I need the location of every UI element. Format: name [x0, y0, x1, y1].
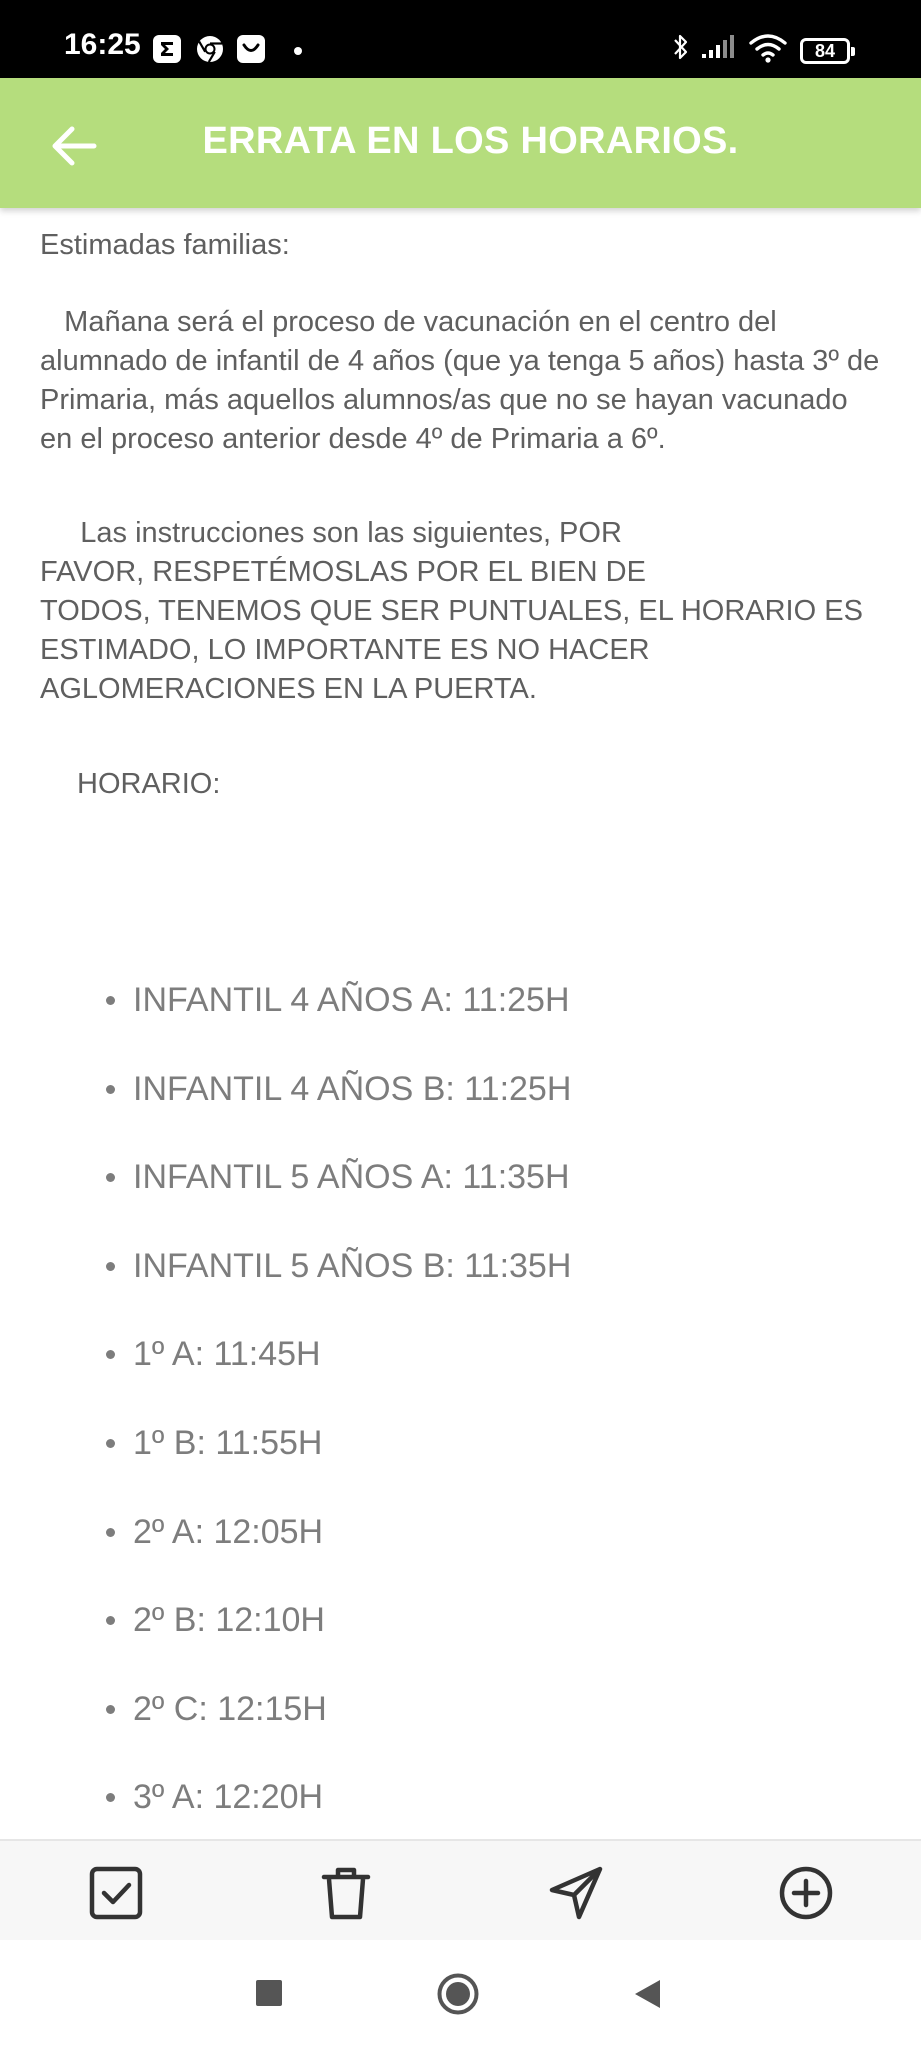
back-icon[interactable]: [632, 1978, 662, 2010]
greeting: Estimadas familias:: [40, 229, 290, 261]
page-title: ERRATA EN LOS HORARIOS.: [202, 120, 739, 162]
paragraph-intro-text: Mañana será el proceso de vacunación en el centro del alumnado de infantil de 4 años (que ya tenga 5 años) hasta 3º de Primaria, más aquellos alumnos/as que no se hayan vacunado en el proceso anterior desde 4º de Primaria a 6º.: [40, 306, 880, 455]
add-circle-icon[interactable]: [776, 1863, 836, 1923]
schedule-item-text: INFANTIL 5 AÑOS A: 11:35H: [133, 1158, 570, 1197]
schedule-item-text: 1º B: 11:55H: [133, 1423, 323, 1462]
home-icon[interactable]: [436, 1972, 480, 2016]
schedule-item-text: 1º A: 11:45H: [133, 1335, 321, 1374]
app-bar: [0, 78, 921, 208]
signal-icon: [700, 32, 736, 62]
paragraph-instructions: [40, 514, 885, 709]
status-bar: [0, 0, 921, 78]
bullet: [106, 1439, 115, 1448]
schedule-item: [0, 1683, 921, 1772]
schedule-item: [0, 1506, 921, 1595]
send-icon[interactable]: [546, 1863, 606, 1923]
schedule-item: [0, 974, 921, 1063]
inbox-icon: [236, 34, 266, 64]
paragraph-intro: [40, 303, 885, 459]
checkbox-icon[interactable]: [86, 1863, 146, 1923]
schedule-item-text: 2º B: 12:10H: [133, 1601, 325, 1640]
instructions-line: ESTIMADO, LO IMPORTANTE ES NO HACER: [40, 634, 650, 666]
schedule-item-text: 3º A: 12:20H: [133, 1778, 324, 1817]
sigma-icon: [152, 34, 182, 64]
chrome-icon: [195, 34, 225, 64]
schedule-item-text: 2º A: 12:05H: [133, 1512, 324, 1551]
schedule-item: [0, 1594, 921, 1683]
schedule-heading: HORARIO:: [77, 768, 221, 800]
instructions-line: FAVOR, RESPETÉMOSLAS POR EL BIEN DE: [40, 556, 646, 588]
schedule-item-text: INFANTIL 4 AÑOS A: 11:25H: [133, 981, 570, 1019]
bullet: [106, 1350, 115, 1359]
bullet: [106, 1262, 115, 1271]
bullet: [106, 1173, 115, 1182]
bullet: [106, 1616, 115, 1625]
schedule-item: [0, 1240, 921, 1329]
status-time: 16:25: [64, 28, 141, 61]
schedule-item-text: 2º C: 12:15H: [133, 1689, 327, 1728]
bullet: [106, 1528, 115, 1537]
schedule-item: [0, 1151, 921, 1240]
notification-dot: [294, 47, 302, 55]
schedule-item-text: INFANTIL 5 AÑOS B: 11:35H: [133, 1246, 572, 1285]
schedule-item-text: INFANTIL 4 AÑOS B: 11:25H: [133, 1069, 572, 1108]
bullet: [106, 1085, 115, 1094]
system-nav-bar: [0, 1940, 921, 2048]
schedule-list: [0, 974, 921, 1860]
battery-icon: [800, 38, 850, 64]
trash-icon[interactable]: [316, 1863, 376, 1923]
battery-level: 84: [814, 41, 836, 61]
wifi-icon: [748, 32, 788, 64]
recents-icon[interactable]: [254, 1978, 284, 2008]
bluetooth-icon: [672, 32, 690, 62]
instructions-line: Las instrucciones son las siguientes, POR: [80, 517, 622, 549]
instructions-line: AGLOMERACIONES EN LA PUERTA.: [40, 673, 537, 705]
schedule-item: [0, 1063, 921, 1152]
schedule-item: [0, 1417, 921, 1506]
bullet: [106, 996, 115, 1005]
message-body: [40, 226, 885, 804]
instructions-line: TODOS, TENEMOS QUE SER PUNTUALES, EL HORARIO ES: [40, 595, 863, 627]
bullet: [106, 1705, 115, 1714]
schedule-item: [0, 1328, 921, 1417]
action-bar: [0, 1839, 921, 1942]
bullet: [106, 1793, 115, 1802]
